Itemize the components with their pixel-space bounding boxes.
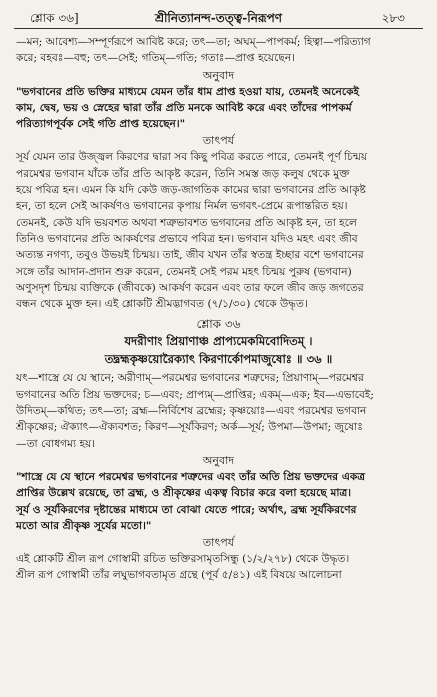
gloss-line: করে; বহবঃ—বহু; তৎ—সেই; গতিম্—গতি; গতাঃ—প্রাপ্ত হয়েছেন। [16, 52, 295, 65]
purport-line: বন্ধন থেকে মুক্ত হন। এই শ্লোকটি শ্রীমদ্ভাগবত (৭/১/৩০) থেকে উদ্ধৃত। [16, 298, 308, 311]
purport-line: এই শ্লোকটি শ্রীল রূপ গোস্বামী রচিত ভক্তিরসামৃতসিন্ধু (১/২/২৭৮) থেকে উদ্ধৃত। [16, 553, 350, 566]
purport-line: অণুসদৃশ চিন্ময় ব্যক্তিকে (জীবকে) আকর্ষণ করেন এবং তার ফলে জীব জড় জগতের [16, 281, 364, 294]
translation-heading-2: অনুবাদ [202, 453, 235, 467]
verse-reference: শ্লোক ৩৬] [30, 11, 79, 25]
purport-line: তিনিও ভগবানের প্রতি আকর্ষণের প্রভাবে পবিত্র হন। ভগবান যদিও মহৎ এবং জীব [16, 232, 358, 245]
verse-number: শ্লোক ৩৬ [196, 317, 241, 332]
purport-line: অত্যন্ত নগণ্য, তবুও উভয়ই চিন্ময়। তাই, জীব যখন তাঁর স্বতন্ত্র ইচ্ছার বশে ভগবানের [16, 249, 364, 262]
translation-line: পরিত্যাগপূর্বক সেই গতি প্রাপ্ত হয়েছেন।" [16, 118, 186, 131]
purport-line: শ্রীল রূপ গোস্বামী তাঁর লঘুভাগবতামৃত গ্রন্থে (পূর্ব ৫/৪১) এই বিষয়ে আলোচনা [16, 569, 342, 582]
gloss-line: —তা বোধগম্য হয়। [16, 437, 96, 450]
gloss-line: ভগবানের অতি প্রিয় ভক্তদের; চ—এবং; প্রাপ্যম্—প্রাপ্তির; একম্—এক; ইব—এভাবেই; [16, 388, 374, 401]
chapter-title: শ্রীনিত্যানন্দ-তত্ত্ব-নিরূপণ [154, 11, 283, 25]
purport-1 [16, 149, 421, 312]
gloss-line: যৎ—শাস্ত্রে যে যে স্থানে; অরীণাম্—পরমেশ্বর ভগবানের শত্রুদের; প্রিয়াণাম্—পরমেশ্বর [16, 372, 364, 385]
purport-2 [16, 551, 421, 584]
purport-heading-2: তাৎপর্য [202, 536, 235, 550]
header-rule [14, 28, 423, 29]
purport-heading-1: তাৎপর্য [202, 134, 235, 148]
translation-line: প্রাপ্তির উল্লেখ রয়েছে, তা ব্রহ্ম, ও শ্রীকৃষ্ণের একত্ব বিচার করে বলা হয়েছে মাত্র। [16, 487, 352, 500]
word-gloss-1 [16, 34, 421, 67]
translation-line: "ভগবানের প্রতি ভক্তির মাধ্যমে যেমন তাঁর ধাম প্রাপ্ত হওয়া যায়, তেমনই অনেকেই [16, 85, 360, 98]
translation-line: মতো আর শ্রীকৃষ্ণ সূর্যের মতো।" [16, 519, 152, 532]
purport-line: সূর্য যেমন তার উজ্জ্বল কিরণের দ্বারা সব কিছু পবিত্র করতে পারে, তেমনই পূর্ণ চিন্ময় [16, 151, 368, 164]
purport-line: হয়ে পবিত্র হন। এমন কি যদি কেউ জড়-জাগতিক কামের দ্বারা ভগবানের প্রতি আকৃষ্ট [16, 184, 366, 197]
page-number: ২৮৩ [381, 11, 405, 25]
translation-2 [16, 469, 421, 534]
translation-line: "শাস্ত্রে যে যে স্থানে পরমেশ্বর ভগবানের শত্রুদের এবং তাঁর অতি প্রিয় ভক্তদের একত্র [16, 470, 366, 483]
translation-heading-1: অনুবাদ [202, 68, 235, 82]
purport-line: তেমনই, কেউ যদি ভয়বশত অথবা শত্রুভাবশত ভগবানের প্রতি আকৃষ্ট হন, তা হলে [16, 216, 357, 229]
translation-line: সূর্য ও সূর্যকিরণের দৃষ্টান্তের মাধ্যমে তা বোঝা যেতে পারে; অর্থাৎ, ব্রহ্ম সূর্যকিরণের [16, 503, 357, 516]
translation-1 [16, 84, 421, 133]
purport-line: হন, তা হলে সেই আকর্ষণও ভগবানের কৃপায় নির্মল ভগবৎ-প্রেমে রূপান্তরিত হয়। [16, 200, 348, 213]
gloss-line: উদিতম্—কথিত; তৎ—তা; ব্রহ্ম—নির্বিশেষ ব্রহ্মের; কৃষ্ণয়োঃ—এবং পরমেশ্বর ভগবান [16, 405, 367, 418]
verse-line: তদ্ব্রহ্মকৃষ্ণয়োরৈক্যাৎ কিরণার্কোপমাজুষোঃ ॥ ৩৬ ॥ [104, 351, 333, 366]
purport-line: সঙ্গে তাঁর আদান-প্রদান শুরু করেন, তেমনই সেই পরম মহৎ চিন্ময় পুরুষ (ভগবান) [16, 265, 352, 278]
sanskrit-verse [16, 333, 421, 368]
page-header [14, 8, 423, 28]
gloss-line: —মন; আবেশ্য—সম্পূর্ণরূপে আবিষ্ট করে; তৎ—তা; অঘম্—পাপকর্ম; হিত্বা—পরিত্যাগ [16, 36, 371, 48]
word-gloss-2 [16, 370, 421, 451]
gloss-line: শ্রীকৃষ্ণের; ঐক্যাৎ—ঐক্যবশত; কিরণ—সূর্যকিরণ; অর্ক—সূর্য; উপমা—উপমা; জুষোঃ [16, 421, 363, 434]
translation-line: কাম, দ্বেষ, ভয় ও স্নেহের দ্বারা তাঁর প্রতি মনকে আবিষ্ট করে এবং তাঁদের পাপকর্ম [16, 101, 352, 114]
purport-line: পরমেশ্বর ভগবান যাঁকে তাঁর প্রতি আকৃষ্ট করেন, তিনি সমস্ত জড় কলুষ থেকে মুক্ত [16, 167, 350, 180]
page-content [16, 34, 421, 584]
verse-line: যদরীণাং প্রিয়াণাঞ্চ প্রাপ্যমেকমিবোদিতম্ । [124, 334, 313, 349]
